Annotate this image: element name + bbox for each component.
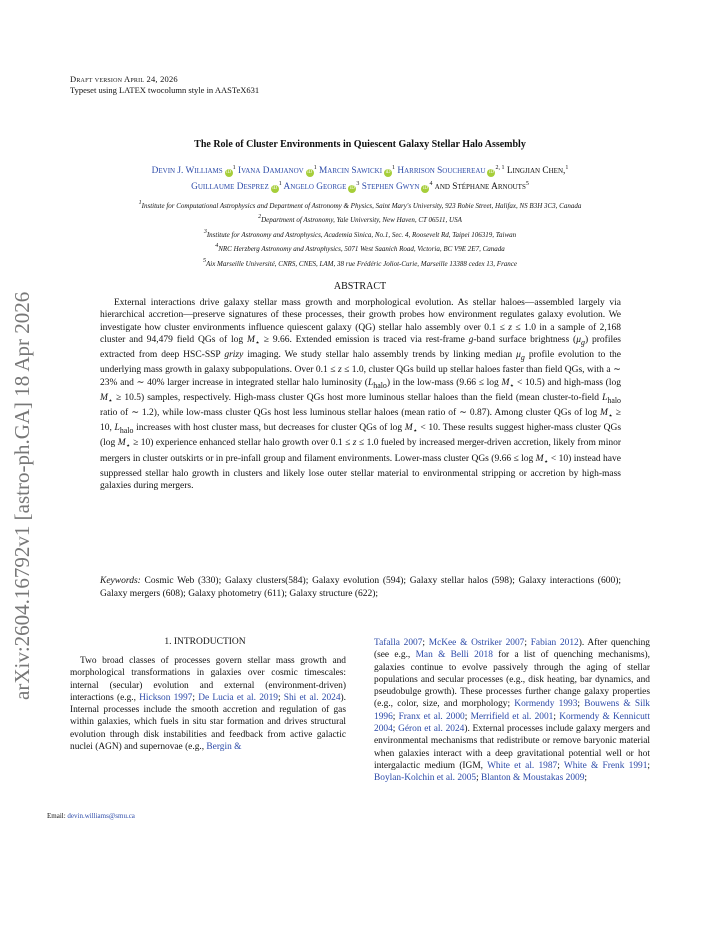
affiliations — [40, 198, 680, 270]
affiliation-line — [40, 227, 680, 241]
keywords-label: Keywords: — [100, 576, 141, 586]
intro-column-left: Two broad classes of processes govern stellar mass growth and morphological transformations in galaxies over cosmic timescales: internal (secular) evolution and external (environment-driven) interactions (e.g., Hickson 1997; De Lucia et al. 2019; Shi et al. 2024). Internal processes include the smooth accretion and regulation of gas within galaxies, which fuels in situ star formation and drives structural evolution through disk instabilities and feedback from active galactic nuclei (AGN) and supernovae (e.g., Bergin & — [70, 656, 347, 753]
author-affiliation-mark: 1 — [392, 165, 396, 171]
footnote-email — [47, 812, 135, 820]
author-affiliation-mark: 5 — [525, 181, 529, 187]
author-affiliation-mark: 1 — [565, 165, 569, 171]
author-affiliation-mark: 3 — [356, 181, 360, 187]
affiliation-number: 2 — [258, 214, 262, 221]
author-name[interactable]: Devin J. Williams — [151, 166, 223, 176]
author-name[interactable]: Ivana Damjanov — [238, 166, 304, 176]
author-line-1 — [70, 162, 650, 178]
author-affiliation-mark: 4 — [429, 181, 433, 187]
affiliation-line — [40, 212, 680, 226]
author-name[interactable]: Marcin Sawicki — [319, 166, 383, 176]
orcid-icon[interactable]: iD — [226, 170, 232, 175]
author-affiliation-mark: 1 — [278, 181, 282, 187]
affiliation-text: Institute for Computational Astrophysics and Department of Astronomy & Physics, Saint Mary's University, 923 Robie Street, Halifax, NS B3H 3C3, Canada — [141, 202, 582, 210]
author-name[interactable]: and Stéphane Arnouts — [434, 182, 526, 192]
affiliation-number: 4 — [215, 243, 219, 250]
abstract-heading: ABSTRACT — [333, 281, 387, 292]
draft-header — [70, 74, 259, 96]
orcid-icon[interactable]: iD — [488, 170, 494, 175]
author-name[interactable]: Angelo George — [283, 182, 347, 192]
author-line-2 — [70, 178, 650, 194]
affiliation-text: Aix Marseille Université, CNRS, CNES, LAM, 38 rue Frédéric Joliot-Curie, Marseille 13388 cedex 13, France — [205, 259, 518, 268]
keywords — [100, 575, 621, 600]
orcid-icon[interactable]: iD — [422, 186, 428, 191]
affiliation-text: Department of Astronomy, Yale University, New Haven, CT 06511, USA — [261, 216, 462, 225]
orcid-icon[interactable]: iD — [307, 170, 313, 175]
intro-column-right: Tafalla 2007; McKee & Ostriker 2007; Fabian 2012). After quenching (see e.g., Man & Belli 2018 for a list of quenching mechanisms), galaxies continue to evolve passively through the aging of stellar populations and secular processes (e.g., disk heating, bar dynamics, and pseudobulge growth). These processes further change galaxy properties (e.g., color, size, and morphology; Kormendy 1993; Bouwens & Silk 1996; Franx et al. 2000; Merrifield et al. 2001; Kormendy & Kennicutt 2004; Géron et al. 2024). External processes include galaxy mergers and environmental mechanisms that redistribute or remove baryonic material when galaxies interact with a deep gravitational potential well or hot intergalactic medium (IGM, White et al. 1987; White & Frenk 1991; Boylan-Kolchin et al. 2005; Blanton & Moustakas 2009; — [374, 638, 651, 784]
author-affiliation-mark: 1 — [313, 165, 317, 171]
draft-version: Draft version April 24, 2026 — [70, 74, 178, 84]
affiliation-text: Institute for Astronomy and Astrophysics, Academia Sinica, No.1, Sec. 4, Roosevelt Rd, Taipei 106319, Taiwan — [206, 230, 517, 239]
affiliation-line — [40, 198, 680, 212]
paper-title: The Role of Cluster Environments in Quiescent Galaxy Stellar Halo Assembly — [194, 139, 526, 150]
email-link[interactable]: devin.williams@smu.ca — [67, 812, 135, 820]
author-name[interactable]: Harrison Souchereau — [397, 166, 486, 176]
author-name[interactable]: Lingjian Chen, — [506, 166, 566, 176]
author-list — [70, 162, 650, 194]
abstract-body: External interactions drive galaxy stellar mass growth and morphological evolution. As stellar haloes—assembled largely via hierarchical accretion—preserve signatures of these processes, their growth probes how environment regulates galaxy evolution. We investigate how cluster environments influence quiescent galaxy (QG) stellar halo assembly over 0.1 ≤ z ≤ 1.0 in a sample of 2,168 cluster and 94,479 field QGs of $\log M_⋆ \ge 9.66$. Extended emission is traced via rest-frame g-band surface brightness $(\mu_g)$ profiles extracted from deep HSC-SSP grizy imaging. We study stellar halo assembly trends by linking median $\mu_g$ profile evolution to the underlying mass growth in galaxy subpopulations. Over 0.1 ≤ z ≤ 1.0, cluster QGs build up stellar haloes faster than field QGs, with a ∼ 23% and ∼ 40% larger increase in integrated stellar halo luminosity $(L_{halo})$ in the low-mass $(9.66 \le \log M_⋆ < 10.5)$ and high-mass (log $M_⋆ \ge 10.5$) samples, respectively. High-mass cluster QGs host more luminous stellar haloes than the field (mean cluster-to-field $L_{halo}$ ratio of ∼ 1.2), while low-mass cluster QGs host less luminous stellar haloes (mean ratio of ∼ 0.87). Among cluster QGs of $\log M_⋆ \ge 10$, $L_{halo}$ increases with host cluster mass, but decreases for cluster QGs of $\log M_⋆ < 10$. These results suggest higher-mass cluster QGs (log $M_⋆ \ge 10$) experience enhanced stellar halo growth over 0.1 ≤ z ≤ 1.0 fueled by increased merger-driven accretion, likely from minor mergers in cluster outskirts or in pre-infall group and filament environments. Lower-mass cluster QGs $(9.66 \le \log M_⋆ < 10)$ instead have suppressed stellar halo growth in clusters and likely lose outer stellar material to environmental stripping or accretion by high-mass galaxies during mergers. — [100, 298, 622, 491]
affiliation-line — [40, 256, 680, 270]
affiliation-text: NRC Herzberg Astronomy and Astrophysics, 5071 West Saanich Road, Victoria, BC V9E 2E7, Canada — [218, 245, 505, 254]
typeset-note: Typeset using LATEX twocolumn style in AASTeX631 — [70, 85, 260, 95]
affiliation-line — [40, 241, 680, 255]
author-name[interactable]: Stephen Gwyn — [361, 182, 420, 192]
author-affiliation-mark: 2, 1 — [495, 165, 505, 171]
orcid-icon[interactable]: iD — [272, 186, 278, 191]
affiliation-number: 1 — [138, 200, 142, 206]
author-name[interactable]: Guillaume Desprez — [191, 182, 269, 192]
author-affiliation-mark: 1 — [232, 165, 236, 171]
orcid-icon[interactable]: iD — [385, 170, 391, 175]
affiliation-number: 5 — [202, 257, 206, 264]
email-label: Email: — [47, 812, 66, 820]
keywords-list: Cosmic Web (330); Galaxy clusters(584); Galaxy evolution (594); Galaxy stellar halos (598); Galaxy interactions (600); Galaxy mergers (608); Galaxy photometry (611); Galaxy structure (622); — [100, 576, 621, 599]
section-heading-introduction: 1. INTRODUCTION — [164, 637, 246, 647]
affiliation-number: 3 — [203, 228, 207, 235]
arxiv-identifier[interactable]: arXiv:2604.16792v1 [astro-ph.GA] 18 Apr 2026 — [10, 291, 34, 700]
orcid-icon[interactable]: iD — [349, 186, 355, 191]
